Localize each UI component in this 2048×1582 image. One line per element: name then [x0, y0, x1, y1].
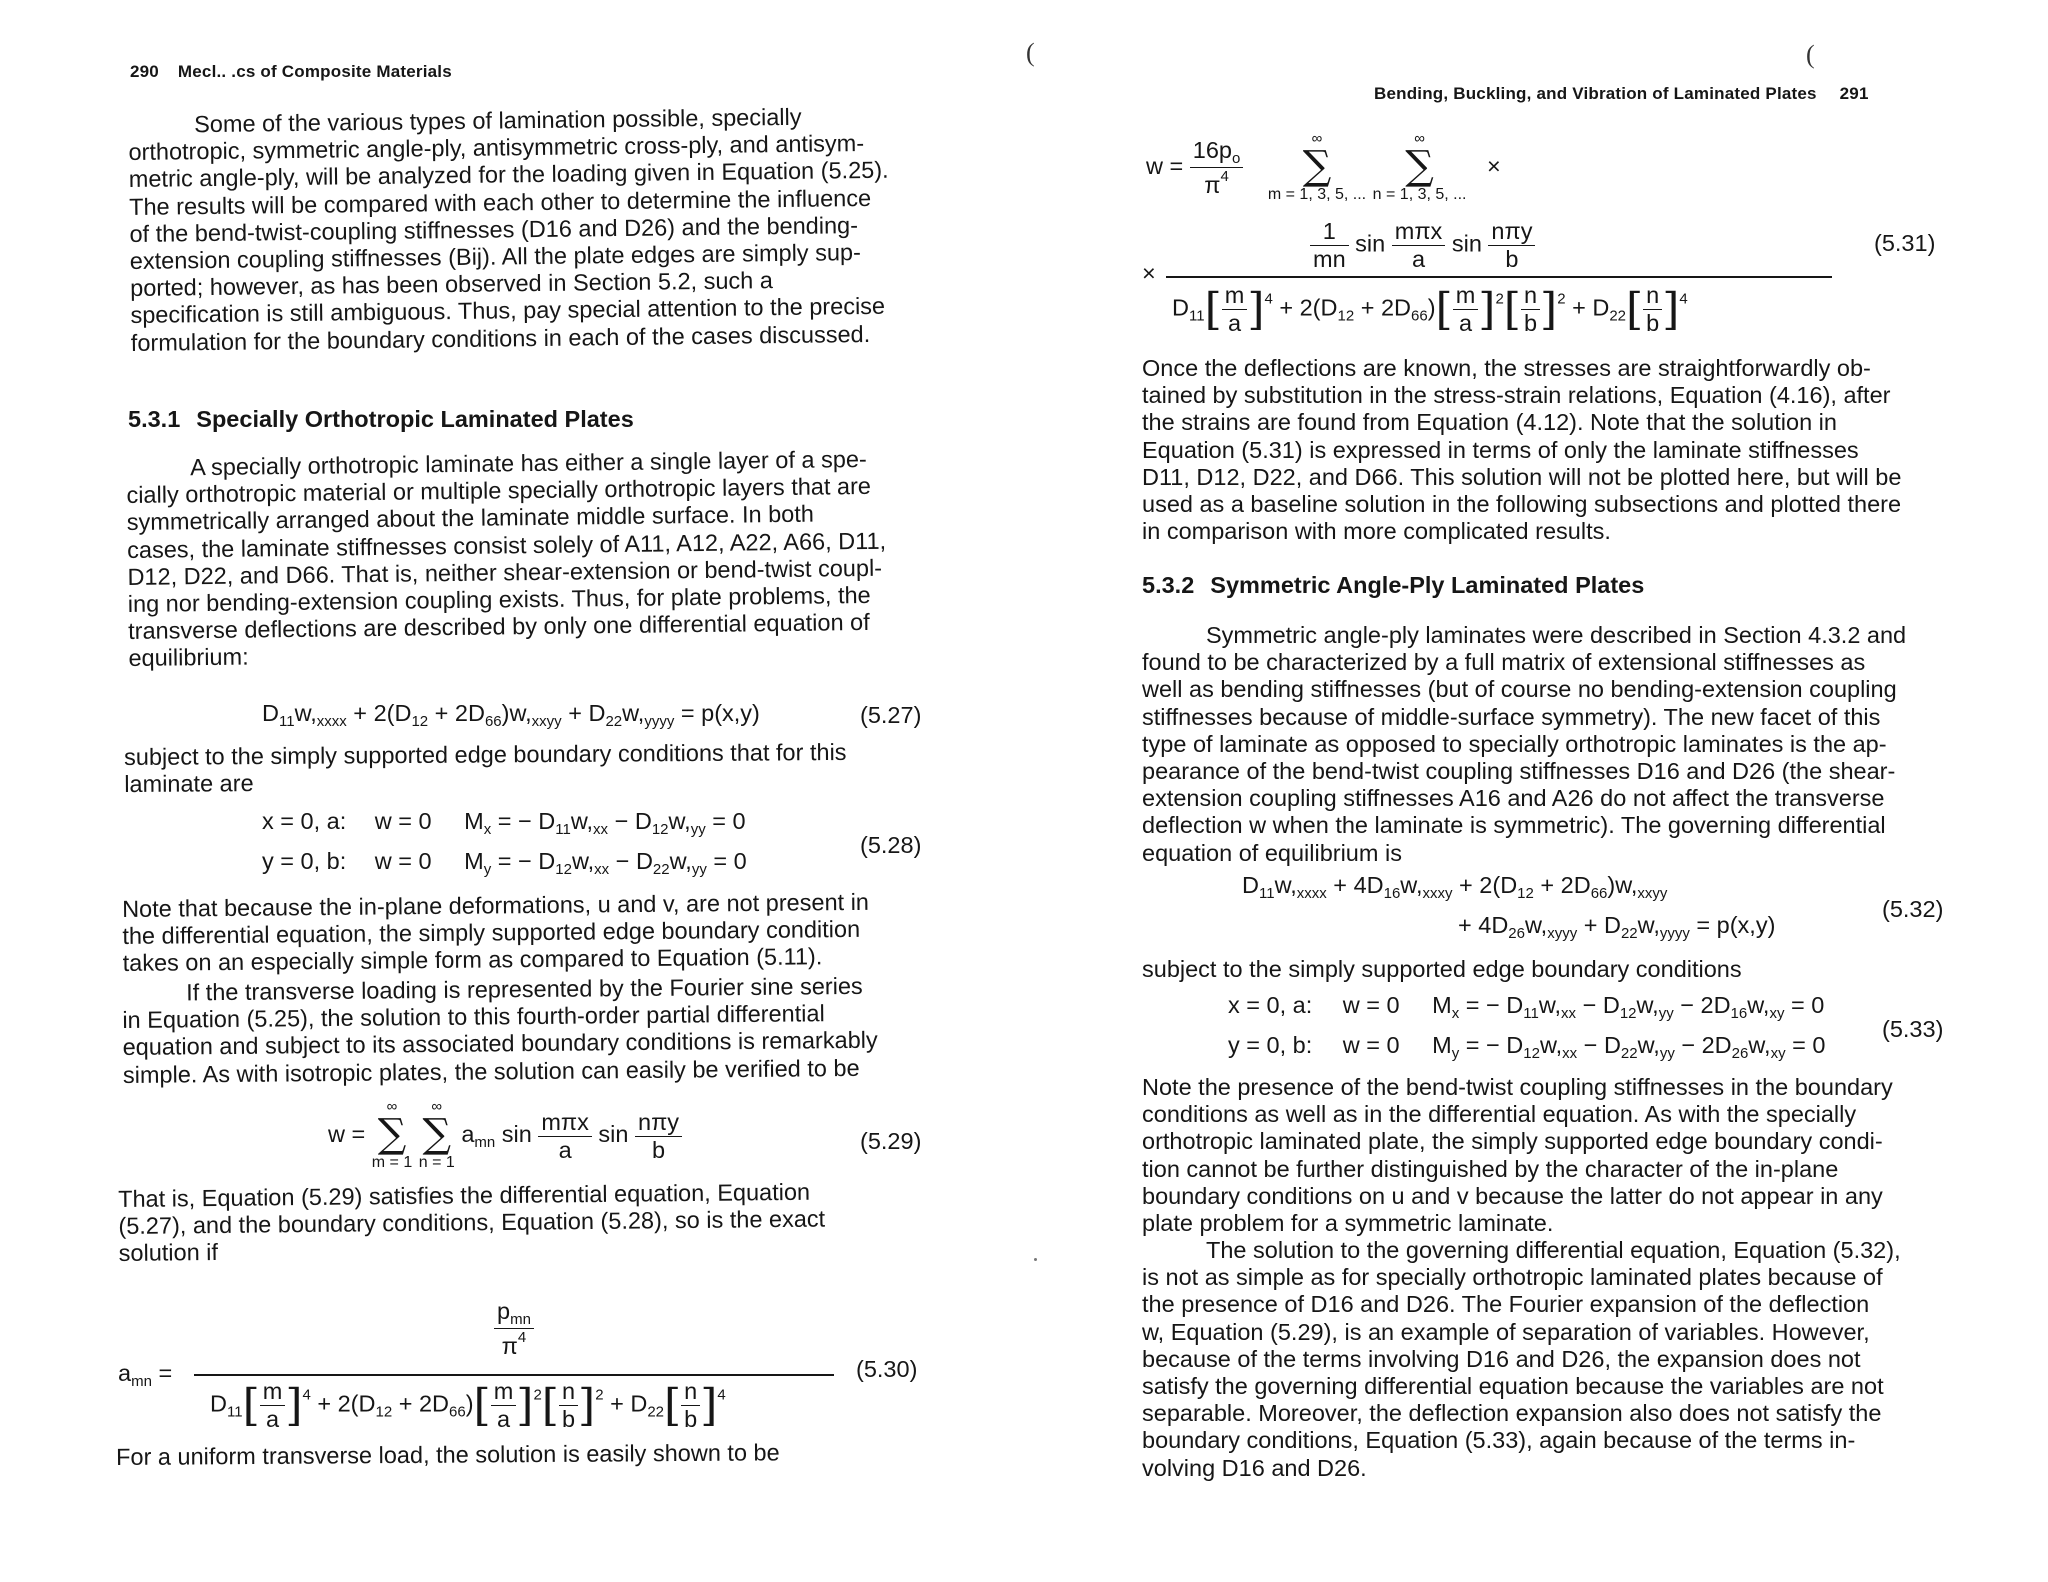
text-line: symmetrically arranged about the laminate middle surface. In both — [126, 501, 815, 536]
text-line: The results will be compared with each other to determine the influence — [128, 184, 872, 220]
text-line: The solution to the governing differential equation, Equation (5.32), — [1206, 1237, 1901, 1263]
sum-index-n: n = 1, 3, 5, ... — [1372, 186, 1467, 203]
text-line: volving D16 and D26. — [1142, 1454, 1367, 1481]
right-paragraph-1 — [1142, 355, 1970, 545]
equation-5-31-denominator: $D_{11}$[ $\frac{m}{a}$ ]$^4 + 2(D_{12} + 2D_{66})$[ $\frac{m}{a}$ ]$^2$[ $\frac{n}{b}$ ]$^2 + D_{22}$[ $\frac{n}{b}$ ]$^4$ — [1172, 282, 1688, 336]
text-line: (5.27), and the boundary conditions, Equation (5.28), so is the exact — [118, 1205, 826, 1240]
text-line: is not as simple as for specially orthotropic laminated plates because of — [1142, 1264, 1883, 1291]
text-line: metric angle-ply, will be analyzed for the loading given in Equation (5.25). — [128, 157, 889, 193]
right-paragraph-2 — [1142, 622, 1970, 867]
text-line: of the bend-twist-coupling stiffnesses (D16 and D26) and the bending- — [129, 211, 859, 247]
text-line: conditions as well as in the differential equation. As with the specially — [1142, 1101, 1857, 1128]
equation-number-5-30: (5.30) — [856, 1356, 918, 1382]
equation-5-32-row-1: $D_{11}w,_{xxxx} + 4D_{16}w,_{xxxy} + 2(D_{12} + 2D_{66})w,_{xxyy}$ — [1242, 872, 1668, 902]
text-line: in comparison with more complicated results. — [1142, 518, 1611, 545]
text-line: boundary conditions, Equation (5.33), again because of the terms in- — [1142, 1427, 1856, 1454]
fraction-bar — [194, 1374, 834, 1376]
text-line: extension coupling stiffnesses (Bij). All the plate edges are simply sup- — [129, 239, 861, 275]
text-line: cases, the laminate stiffnesses consist solely of A11, A12, A22, A66, D11, — [126, 527, 887, 563]
section-title: Specially Orthotropic Laminated Plates — [196, 406, 634, 432]
text-line: solution if — [118, 1239, 219, 1267]
text-line: type of laminate as opposed to specially orthotropic laminates is the ap- — [1142, 730, 1887, 757]
bc-label: x = 0, a: — [262, 808, 347, 834]
left-paragraph-4 — [122, 888, 928, 977]
equation-5-33-row-2: y = 0, b: w = 0 $M_y$ = − $D_{12}w,_{xx} - D_{22}w,_{yy} - 2D_{26}w,_{xy} = 0$ — [1228, 1032, 1826, 1062]
left-paragraph-5 — [122, 972, 928, 1089]
text-line: the presence of D16 and D26. The Fourier expansion of the deflection — [1142, 1291, 1870, 1318]
left-page-running-title: Mecl.. .cs of Composite Materials — [177, 62, 452, 81]
text-line: separable. Moreover, the deflection expansion also does not satisfy the — [1142, 1400, 1882, 1427]
equation-5-28-row-1: x = 0, a: w = 0 $M_x$ = − $D_{11}w,_{xx} - D_{12}w,_{yy} = 0$ — [262, 808, 746, 838]
text-line: found to be characterized by a full matrix of extensional stiffnesses as — [1142, 649, 1866, 676]
text-line: the differential equation, the simply supported edge boundary condition — [122, 916, 861, 950]
right-paragraph-3 — [1142, 956, 1970, 983]
text-line: w, Equation (5.29), is an example of separation of variables. However, — [1142, 1318, 1870, 1345]
text-line: specification is still ambiguous. Thus, pay special attention to the precise — [130, 293, 886, 329]
right-page — [1024, 0, 2048, 1582]
equation-number-5-28: (5.28) — [860, 832, 922, 858]
text-line: takes on an especially simple form as compared to Equation (5.11). — [122, 943, 823, 977]
equation-5-31-top: w = $\frac{16p_o}{\pi^4}$ ∞ ∑ m = 1, 3, 5, ... ∞ ∑ n = 1, 3, 5, ... × — [1146, 130, 1501, 203]
text-line: tion cannot be further distinguished by the character of the in-plane — [1142, 1155, 1839, 1182]
text-line: plate problem for a symmetric laminate. — [1142, 1210, 1554, 1237]
text-line: extension coupling stiffnesses A16 and A26 do not affect the transverse — [1142, 785, 1885, 812]
text-line: equilibrium: — [128, 643, 249, 672]
equation-number-5-27: (5.27) — [860, 702, 922, 728]
bc-w: w = 0 — [374, 848, 432, 874]
times-sign: × — [1142, 260, 1156, 286]
bc-label: x = 0, a: — [1228, 992, 1313, 1018]
text-line: deflection w when the laminate is symmetric). The governing differential — [1142, 812, 1886, 839]
bc-w: w = 0 — [374, 808, 432, 834]
equation-5-28-row-2: y = 0, b: w = 0 $M_y$ = − $D_{12}w,_{xx} - D_{22}w,_{yy} = 0$ — [262, 848, 747, 878]
text-line: subject to the simply supported edge boundary conditions — [1142, 956, 1742, 982]
text-line: subject to the simply supported edge boundary conditions that for this — [124, 738, 847, 770]
equation-5-30-lhs: $a_{mn}$ = — [118, 1360, 173, 1390]
equation-5-32-row-2: + $4D_{26}w,_{xyyy} + D_{22}w,_{yyyy} = p(x,y)$ — [1458, 912, 1776, 942]
text-line: well as bending stiffnesses (but of course no bending-extension coupling — [1142, 676, 1897, 703]
text-line: simple. As with isotropic plates, the solution can easily be verified to be — [122, 1054, 860, 1088]
left-paragraph-3 — [124, 738, 929, 798]
equation-number-5-31: (5.31) — [1874, 230, 1936, 256]
text-line: stiffnesses because of middle-surface symmetry). The new facet of this — [1142, 703, 1881, 730]
text-line: ing nor bending-extension coupling exists. Thus, for plate problems, the — [127, 581, 871, 618]
right-page-number: 291 — [1839, 84, 1869, 103]
text-line: transverse deflections are described by only one differential equation of — [127, 609, 870, 645]
text-line: orthotropic, symmetric angle-ply, antisymmetric cross-ply, and antisym- — [128, 130, 865, 166]
right-page-header — [1374, 84, 1869, 104]
text-line: Note that because the in-plane deformations, u and v, are not present in — [122, 888, 870, 922]
text-line: Once the deflections are known, the stresses are straightforwardly ob- — [1142, 355, 1871, 381]
text-line: used as a baseline solution in the following subsections and plotted there — [1142, 491, 1902, 518]
text-line: formulation for the boundary conditions in each of the cases discussed. — [130, 320, 871, 356]
equation-5-30-denominator: $D_{11}$[ $\frac{m}{a}$ ]$^4 + 2(D_{12} + 2D_{66})$[ $\frac{m}{a}$ ]$^2$[ $\frac{n}{b}$ ]$^2 + D_{22}$[ $\frac{n}{b}$ ]$^4$ — [210, 1378, 726, 1432]
right-page-running-title: Bending, Buckling, and Vibration of Laminated Plates — [1374, 84, 1817, 103]
text-line: because of the terms involving D16 and D26, the expansion does not — [1142, 1345, 1861, 1372]
text-line: For a uniform transverse load, the solution is easily shown to be — [116, 1439, 780, 1470]
left-paragraph-2 — [126, 445, 934, 672]
text-line: cially orthotropic material or multiple specially orthotropic layers that are — [126, 473, 872, 509]
text-line: Symmetric angle-ply laminates were described in Section 4.3.2 and — [1206, 622, 1907, 648]
text-line: in Equation (5.25), the solution to this fourth-order partial differential — [122, 1000, 825, 1034]
text-line: ported; however, as has been observed in Section 5.2, such a — [129, 267, 774, 302]
equation-5-30-numerator: $\frac{p_{mn}}{\pi^4}$ — [494, 1298, 534, 1360]
text-line: equation of equilibrium is — [1142, 839, 1402, 866]
text-line: Some of the various types of lamination possible, specially — [193, 103, 802, 138]
equation-number-5-32: (5.32) — [1882, 896, 1944, 922]
text-line: tained by substitution in the stress-strain relations, Equation (4.16), after — [1142, 382, 1891, 409]
text-line: D12, D22, and D66. That is, neither shear-extension or bend-twist coupl- — [127, 554, 883, 590]
right-paragraph-4 — [1142, 1074, 1970, 1237]
right-paragraph-5 — [1142, 1237, 1970, 1482]
equation-number-5-33: (5.33) — [1882, 1016, 1944, 1042]
text-line: orthotropic laminated plate, the simply supported edge boundary condi- — [1142, 1128, 1883, 1155]
text-line: satisfy the governing differential equation because the variables are not — [1142, 1373, 1884, 1400]
fraction-bar — [1166, 276, 1832, 278]
text-line: Note the presence of the bend-twist coupling stiffnesses in the boundary — [1142, 1074, 1893, 1100]
bc-w: w = 0 — [1342, 992, 1400, 1018]
section-heading-5-3-2 — [1142, 572, 1644, 599]
sum-index-m: m = 1, 3, 5, ... — [1267, 186, 1367, 203]
equation-5-27: $D_{11}w,_{xxxx} + 2(D_{12} + 2D_{66})w,_{xxyy} + D_{22}w,_{yyyy} = p(x,y)$ — [262, 700, 760, 730]
section-heading-5-3-1 — [128, 406, 634, 433]
left-page-header — [130, 62, 452, 82]
left-paragraph-7 — [116, 1438, 926, 1471]
text-line: If the transverse loading is represented by the Fourier sine series — [185, 972, 863, 1006]
binding-mark: ( — [1806, 40, 1815, 69]
text-line: pearance of the bend-twist coupling stiffnesses D16 and D26 (the shear- — [1142, 758, 1896, 785]
section-number: 5.3.2 — [1142, 572, 1195, 598]
bc-label: y = 0, b: — [1228, 1032, 1313, 1058]
equation-5-31-numerator: $\frac{1}{mn}$ sin $\frac{\text{mπx}}{a}$ sin $\frac{\text{nπy}}{b}$ — [1310, 218, 1535, 273]
text-line: equation and subject to its associated boundary conditions is remarkably — [122, 1027, 878, 1061]
equation-5-33-row-1: x = 0, a: w = 0 $M_x$ = − $D_{11}w,_{xx} - D_{12}w,_{yy} - 2D_{16}w,_{xy} = 0$ — [1228, 992, 1825, 1022]
left-paragraph-1 — [128, 102, 936, 357]
text-line: laminate are — [124, 770, 254, 798]
text-line: Equation (5.31) is expressed in terms of only the laminate stiffnesses — [1142, 436, 1859, 463]
text-line: A specially orthotropic laminate has either a single layer of a spe- — [189, 445, 867, 481]
text-line: That is, Equation (5.29) satisfies the differential equation, Equation — [118, 1178, 811, 1212]
equation-number-5-29: (5.29) — [860, 1128, 922, 1154]
left-paragraph-6 — [118, 1178, 927, 1268]
binding-mark: ( — [1026, 38, 1035, 67]
equation-5-29: w = ∞ ∑ m = 1 ∞ ∑ n = 1 $a_{mn}$ sin $\frac{\text{mπx}}{a}$ sin $\frac{\text{nπy}}{b}$ — [328, 1100, 682, 1172]
section-number: 5.3.1 — [128, 406, 181, 432]
left-page-number: 290 — [130, 62, 159, 81]
section-title: Symmetric Angle-Ply Laminated Plates — [1210, 572, 1645, 598]
bc-w: w = 0 — [1342, 1032, 1400, 1058]
bc-label: y = 0, b: — [262, 848, 347, 874]
text-line: boundary conditions on u and v because the latter do not appear in any — [1142, 1182, 1883, 1209]
text-line: the strains are found from Equation (4.12). Note that the solution in — [1142, 409, 1837, 436]
text-line: D11, D12, D22, and D66. This solution will not be plotted here, but will be — [1142, 463, 1902, 490]
